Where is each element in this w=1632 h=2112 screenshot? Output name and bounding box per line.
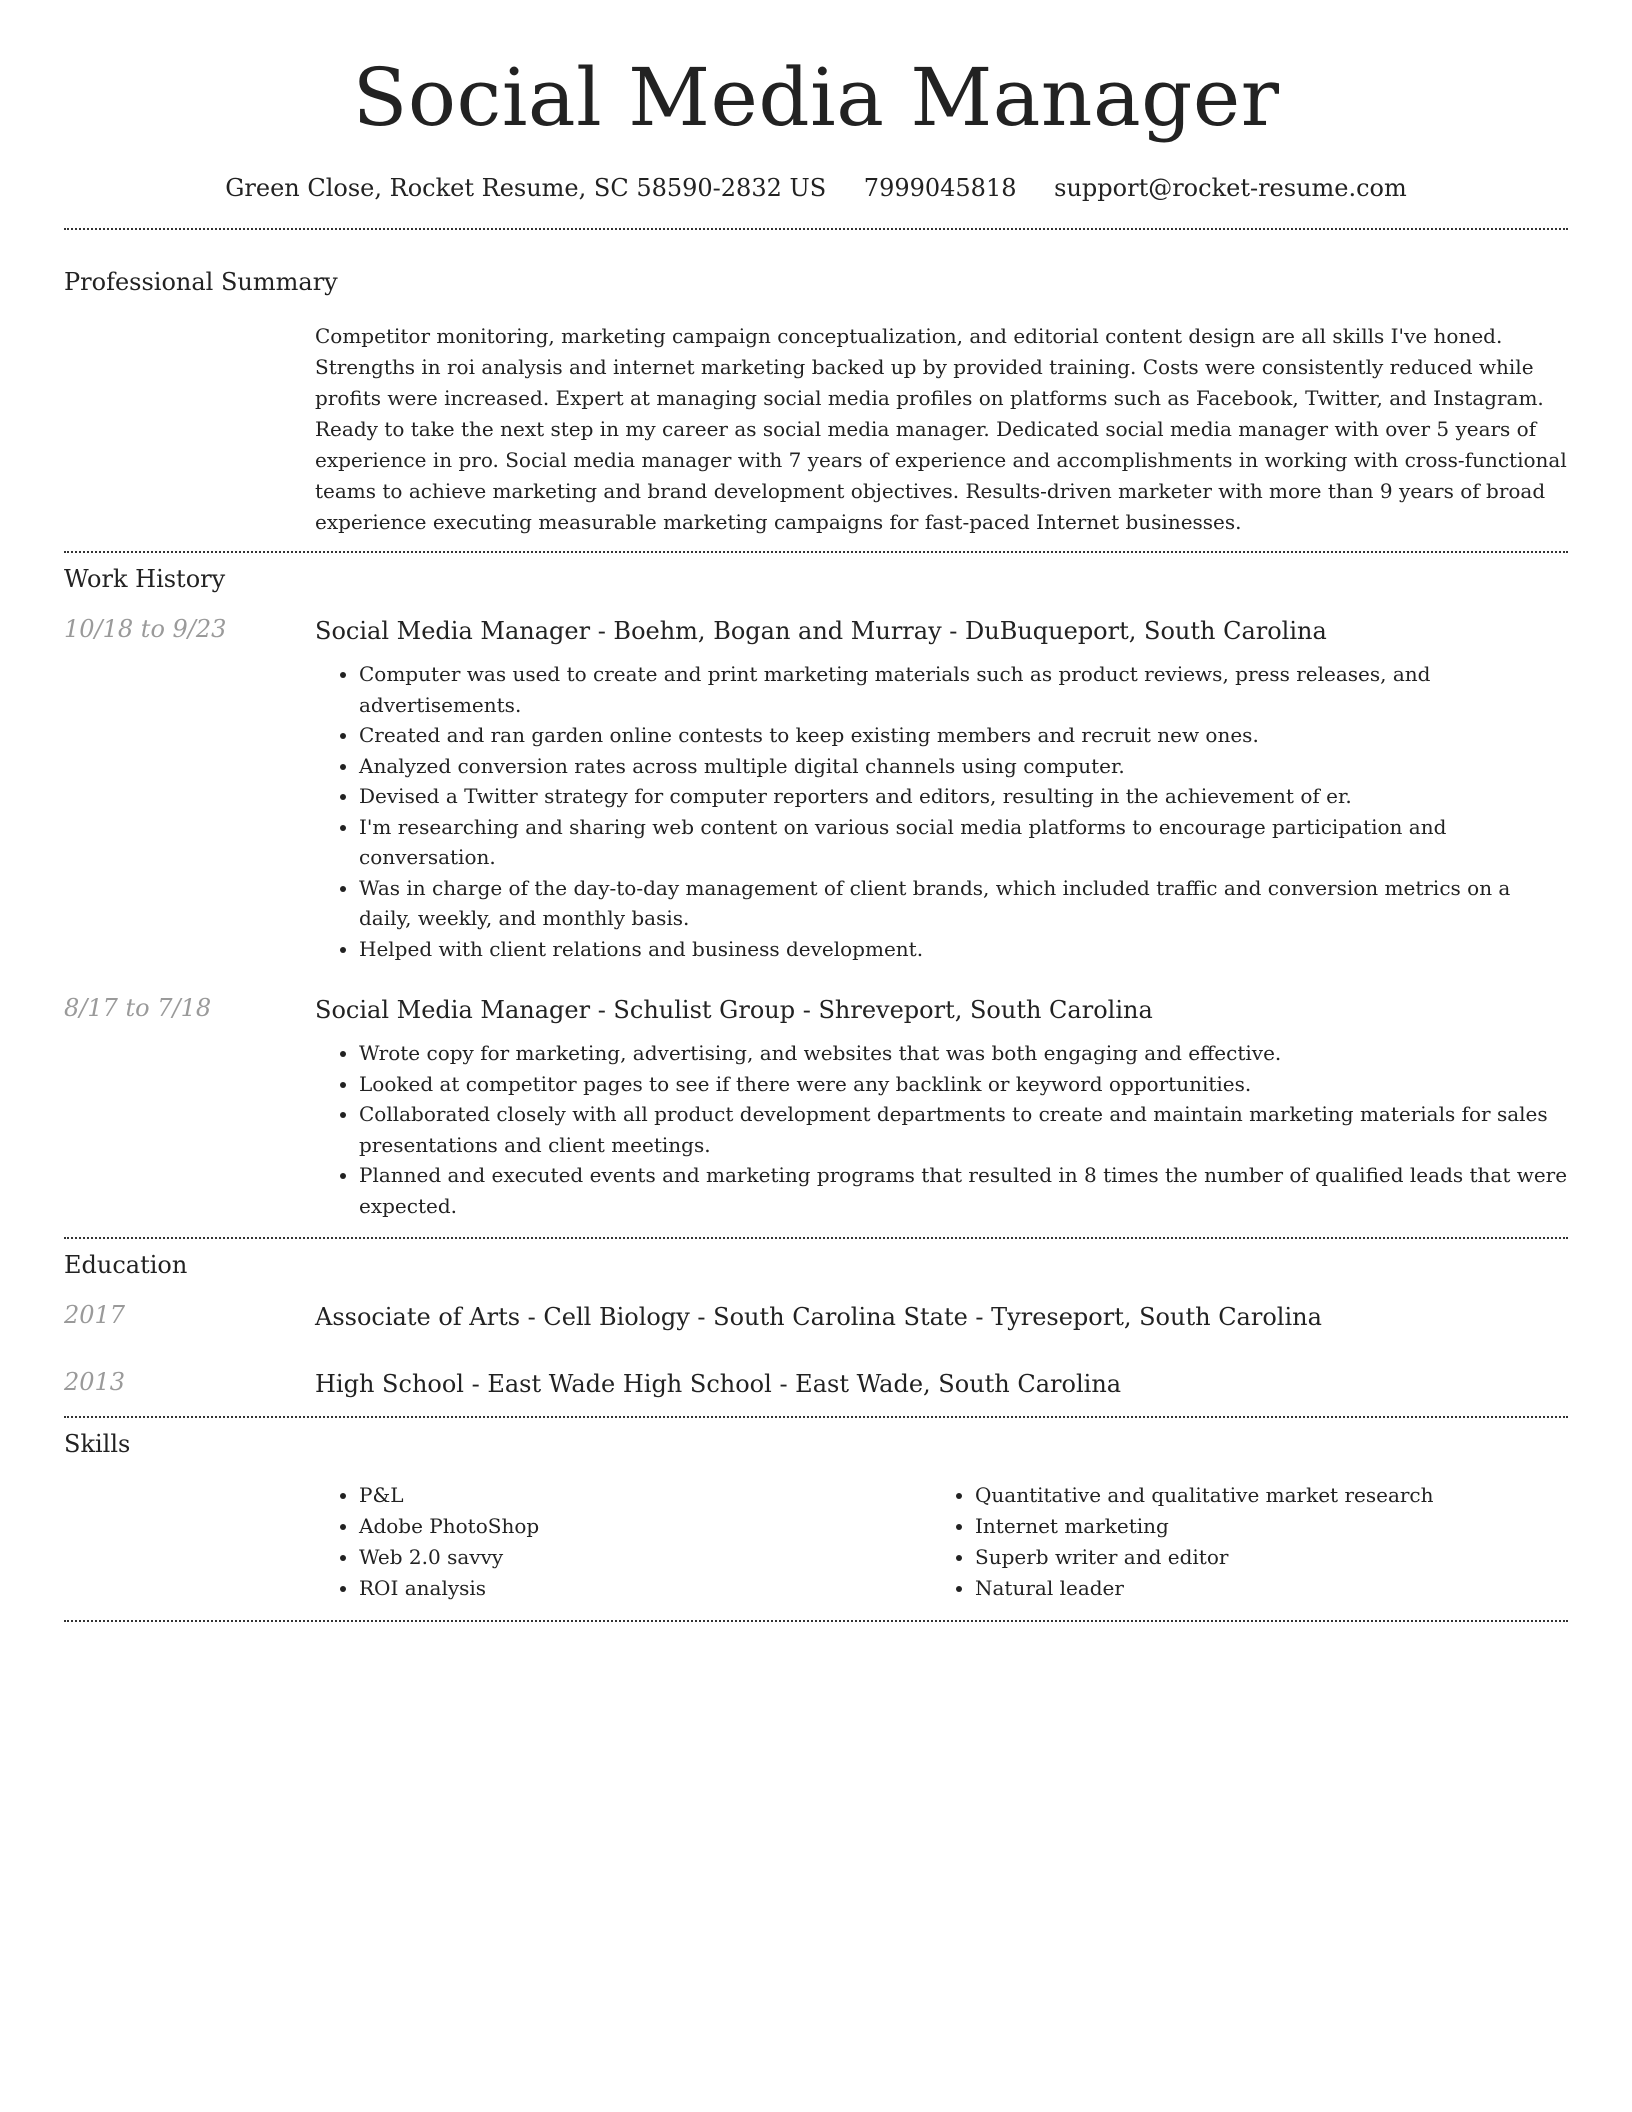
job-entry bbox=[64, 615, 1568, 964]
job-bullets bbox=[315, 659, 1568, 964]
section-divider bbox=[64, 1620, 1568, 1622]
skill-item: • Web 2.0 savvy bbox=[359, 1542, 931, 1573]
job-heading: Social Media Manager - Schulist Group - Shreveport, South Carolina bbox=[315, 996, 1153, 1024]
skills-section bbox=[64, 1418, 1568, 1604]
job-heading: Social Media Manager - Boehm, Bogan and Murray - DuBuqueport, South Carolina bbox=[315, 617, 1327, 645]
education-year: 2013 bbox=[64, 1368, 126, 1396]
education-entry bbox=[64, 1368, 1568, 1400]
section-title-work: Work History bbox=[64, 565, 226, 593]
education-details: Associate of Arts - Cell Biology - South Carolina State - Tyreseport, South Carolina bbox=[315, 1303, 1322, 1331]
contact-email: support@rocket-resume.com bbox=[1054, 174, 1407, 202]
education-entry bbox=[64, 1301, 1568, 1333]
section-title-education: Education bbox=[64, 1251, 188, 1279]
list-item: • Wrote copy for marketing, advertising, and websites that was both engaging and effective. bbox=[359, 1038, 1568, 1069]
list-item: • Collaborated closely with all product development departments to create and maintain marketing materials for sales presentations and client meetings. bbox=[359, 1099, 1568, 1160]
candidate-name: Social Media Manager bbox=[352, 51, 1280, 144]
education-details: High School - East Wade High School - East Wade, South Carolina bbox=[315, 1370, 1122, 1398]
skill-item: • Internet marketing bbox=[975, 1511, 1547, 1542]
list-item: • Analyzed conversion rates across multiple digital channels using computer. bbox=[359, 751, 1568, 782]
contact-line bbox=[64, 174, 1568, 208]
skill-item: • Superb writer and editor bbox=[975, 1542, 1547, 1573]
list-item: • I'm researching and sharing web content on various social media platforms to encourage participation and conversation. bbox=[359, 812, 1568, 873]
summary-text: Competitor monitoring, marketing campaign conceptualization, and editorial content design are all skills I've honed. Strengths in roi analysis and internet marketing backed up by provided training. Costs were consistently reduced while profits were increased. Expert at managing social media profiles on platforms such as Facebook, Twitter, and Instagram. Ready to take the next step in my career as social media manager. Dedicated social media manager with over 5 years of experience in pro. Social media manager with 7 years of experience and accomplishments in working with cross-functional teams to achieve marketing and brand development objectives. Results-driven marketer with more than 9 years of broad experience executing measurable marketing campaigns for fast-paced Internet businesses. bbox=[315, 324, 1567, 534]
skill-item: • Adobe PhotoShop bbox=[359, 1511, 931, 1542]
section-title-skills: Skills bbox=[64, 1430, 131, 1458]
skill-item: • ROI analysis bbox=[359, 1573, 931, 1604]
skill-item: • Natural leader bbox=[975, 1573, 1547, 1604]
skill-item: • Quantitative and qualitative market research bbox=[975, 1480, 1547, 1511]
list-item: • Looked at competitor pages to see if there were any backlink or keyword opportunities. bbox=[359, 1069, 1568, 1100]
list-item: • Devised a Twitter strategy for computer reporters and editors, resulting in the achievement of er. bbox=[359, 781, 1568, 812]
contact-address: Green Close, Rocket Resume, SC 58590-2832 US bbox=[225, 174, 827, 202]
education-section bbox=[64, 1239, 1568, 1400]
list-item: • Created and ran garden online contests to keep existing members and recruit new ones. bbox=[359, 720, 1568, 751]
summary-section bbox=[64, 230, 1568, 538]
job-bullets bbox=[315, 1038, 1568, 1221]
list-item: • Was in charge of the day-to-day management of client brands, which included traffic and conversion metrics on a daily, weekly, and monthly basis. bbox=[359, 873, 1568, 934]
list-item: • Helped with client relations and business development. bbox=[359, 934, 1568, 965]
contact-phone: 7999045818 bbox=[863, 174, 1017, 202]
work-history-section bbox=[64, 553, 1568, 1221]
education-year: 2017 bbox=[64, 1301, 126, 1329]
skills-list-right bbox=[931, 1480, 1547, 1604]
skill-item: • P&L bbox=[359, 1480, 931, 1511]
list-item: • Computer was used to create and print marketing materials such as product reviews, press releases, and advertisements. bbox=[359, 659, 1568, 720]
job-entry bbox=[64, 994, 1568, 1221]
skills-list-left bbox=[315, 1480, 931, 1604]
job-dates: 8/17 to 7/18 bbox=[64, 994, 212, 1022]
list-item: • Planned and executed events and marketing programs that resulted in 8 times the number of qualified leads that were expected. bbox=[359, 1160, 1568, 1221]
section-title-summary: Professional Summary bbox=[64, 268, 338, 296]
job-dates: 10/18 to 9/23 bbox=[64, 615, 227, 643]
